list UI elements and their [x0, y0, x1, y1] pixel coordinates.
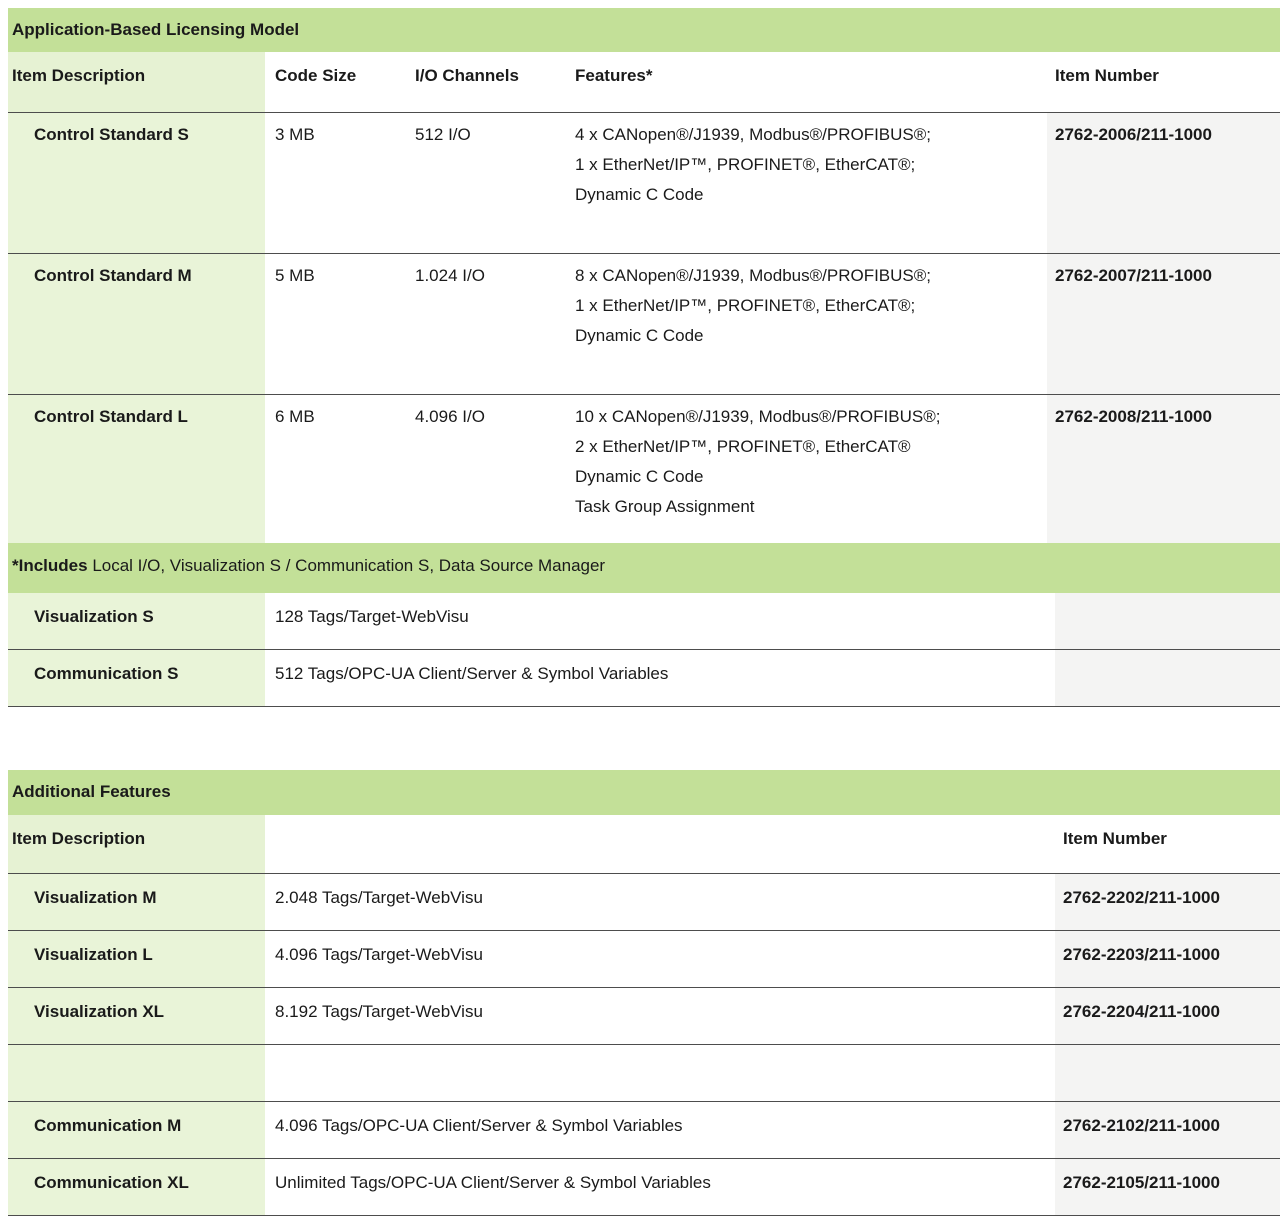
table-row-communication-s	[8, 650, 1280, 707]
table-gap	[8, 707, 1280, 770]
item-description: Communication XL	[8, 1159, 265, 1215]
additional-features-table	[8, 770, 1280, 1216]
item-number-empty	[1055, 650, 1280, 706]
table-row-visualization-xl	[8, 988, 1280, 1045]
item-number: 2762-2202/211-1000	[1055, 874, 1280, 930]
feature-line: 10 x CANopen®/J1939, Modbus®/PROFIBUS®;	[575, 407, 941, 426]
feature-line: 8 x CANopen®/J1939, Modbus®/PROFIBUS®;	[575, 266, 932, 285]
item-number: 2762-2203/211-1000	[1055, 931, 1280, 987]
item-number: 2762-2105/211-1000	[1055, 1159, 1280, 1215]
header-io-channels: I/O Channels	[415, 66, 519, 85]
table-row-control-standard-l	[8, 395, 1280, 543]
item-value: 128 Tags/Target-WebVisu	[275, 607, 469, 626]
table-row-communication-m	[8, 1102, 1280, 1159]
header-item-number: Item Number	[1055, 815, 1280, 873]
item-description: Visualization S	[8, 593, 265, 649]
item-value: Unlimited Tags/OPC-UA Client/Server & Symbol Variables	[275, 1173, 711, 1192]
item-description: Communication M	[8, 1102, 265, 1158]
table1-header-row	[8, 52, 1280, 113]
includes-note	[8, 543, 1280, 593]
table2-title: Additional Features	[8, 770, 1280, 815]
feature-line: 4 x CANopen®/J1939, Modbus®/PROFIBUS®;	[575, 125, 932, 144]
table-row-control-standard-m	[8, 254, 1280, 395]
feature-line: Dynamic C Code	[575, 467, 704, 486]
table-row-control-standard-s	[8, 113, 1280, 254]
includes-note-text: Local I/O, Visualization S / Communication S, Data Source Manager	[87, 556, 606, 575]
item-description: Visualization XL	[8, 988, 265, 1044]
feature-line: Task Group Assignment	[575, 497, 755, 516]
features-list	[565, 395, 1047, 543]
feature-line: 2 x EtherNet/IP™, PROFINET®, EtherCAT®	[575, 437, 911, 456]
code-size: 5 MB	[275, 266, 315, 285]
table1-title: Application-Based Licensing Model	[8, 8, 1280, 52]
io-channels: 1.024 I/O	[415, 266, 485, 285]
header-item-description: Item Description	[8, 52, 265, 112]
licensing-model-table	[8, 8, 1280, 707]
table-row-empty	[8, 1045, 1280, 1102]
item-description: Visualization M	[8, 874, 265, 930]
header-item-description: Item Description	[8, 815, 265, 873]
features-list	[565, 254, 1047, 394]
io-channels: 512 I/O	[415, 125, 471, 144]
includes-note-bold: *Includes	[12, 556, 88, 575]
code-size: 6 MB	[275, 407, 315, 426]
header-code-size: Code Size	[275, 66, 357, 85]
item-value: 8.192 Tags/Target-WebVisu	[275, 1002, 483, 1021]
item-number-empty	[1055, 593, 1280, 649]
features-list	[565, 113, 1047, 253]
item-description: Communication S	[8, 650, 265, 706]
item-description: Visualization L	[8, 931, 265, 987]
feature-line: Dynamic C Code	[575, 326, 704, 345]
header-features: Features*	[575, 66, 653, 85]
item-value: 512 Tags/OPC-UA Client/Server & Symbol Variables	[275, 664, 669, 683]
item-number: 2762-2102/211-1000	[1055, 1102, 1280, 1158]
feature-line: Dynamic C Code	[575, 185, 704, 204]
item-description: Control Standard M	[8, 254, 265, 394]
feature-line: 1 x EtherNet/IP™, PROFINET®, EtherCAT®;	[575, 296, 916, 315]
header-item-number: Item Number	[1047, 52, 1280, 112]
header-spacer	[265, 815, 1055, 873]
item-description	[8, 1045, 265, 1101]
item-number: 2762-2008/211-1000	[1047, 395, 1280, 543]
feature-line: 1 x EtherNet/IP™, PROFINET®, EtherCAT®;	[575, 155, 916, 174]
item-number: 2762-2204/211-1000	[1055, 988, 1280, 1044]
item-value	[265, 1045, 1055, 1101]
item-description: Control Standard L	[8, 395, 265, 543]
item-value: 2.048 Tags/Target-WebVisu	[275, 888, 483, 907]
table-row-communication-xl	[8, 1159, 1280, 1216]
table-row-visualization-l	[8, 931, 1280, 988]
item-number: 2762-2007/211-1000	[1047, 254, 1280, 394]
io-channels: 4.096 I/O	[415, 407, 485, 426]
item-value: 4.096 Tags/Target-WebVisu	[275, 945, 483, 964]
item-description: Control Standard S	[8, 113, 265, 253]
item-number: 2762-2006/211-1000	[1047, 113, 1280, 253]
item-value: 4.096 Tags/OPC-UA Client/Server & Symbol Variables	[275, 1116, 683, 1135]
table-row-visualization-m	[8, 874, 1280, 931]
item-number	[1055, 1045, 1280, 1101]
code-size: 3 MB	[275, 125, 315, 144]
table-row-visualization-s	[8, 593, 1280, 650]
table2-header-row	[8, 815, 1280, 874]
